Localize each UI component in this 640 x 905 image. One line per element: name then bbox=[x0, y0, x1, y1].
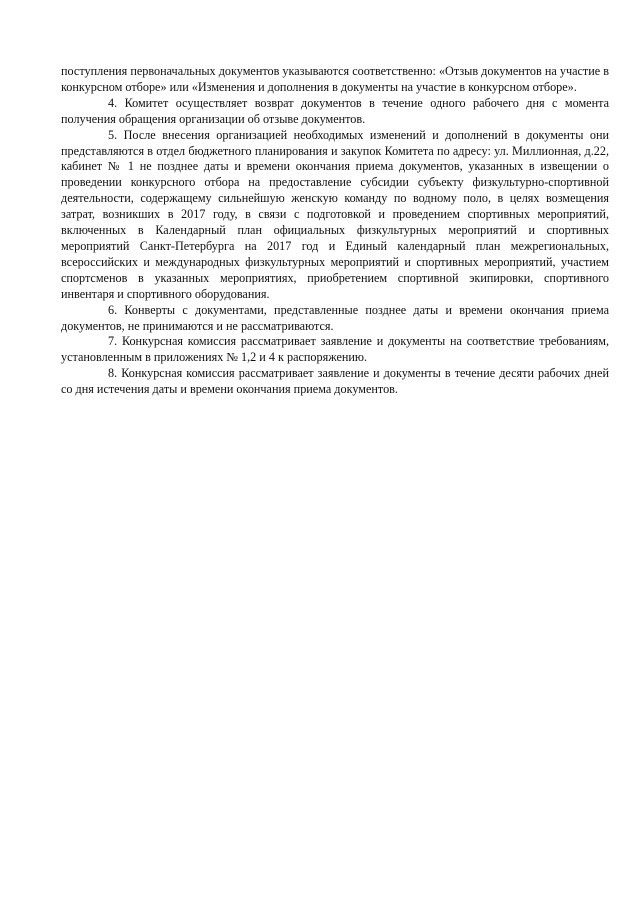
paragraph-item-8: 8. Конкурсная комиссия рассматривает заявление и документы в течение десяти рабочих дней со дня истечения даты и времени окончания приема документов. bbox=[61, 366, 609, 397]
paragraph-item-4: 4. Комитет осуществляет возврат документов в течение одного рабочего дня с момента получения обращения организации об отзыве документов. bbox=[61, 95, 609, 126]
paragraph-item-7: 7. Конкурсная комиссия рассматривает заявление и документы на соответствие требованиям, установленным в приложениях № 1,2 и 4 к распоряжению. bbox=[61, 334, 609, 365]
paragraph-item-6: 6. Конверты с документами, представленные позднее даты и времени окончания приема документов, не принимаются и не рассматриваются. bbox=[61, 302, 609, 333]
document-page bbox=[61, 64, 609, 398]
paragraph-continuation: поступления первоначальных документов указываются соответственно: «Отзыв документов на участие в конкурсном отборе» или «Изменения и дополнения в документы на участие в конкурсном отборе». bbox=[61, 64, 609, 94]
paragraph-item-5: 5. После внесения организацией необходимых изменений и дополнений в документы они представляются в отдел бюджетного планирования и закупок Комитета по адресу: ул. Миллионная, д.22, кабинет № 1 не позднее даты и времени окончания приема документов, указанных в извещении о проведении конкурсного отбора на предоставление субсидии субъекту физкультурно-спортивной деятельности, содержащему сильнейшую женскую команду по водному поло, в целях возмещения затрат, возникших в 2017 году, в связи с подготовкой и проведением спортивных мероприятий, включенных в Календарный план официальных физкультурных мероприятий и спортивных мероприятий Санкт-Петербурга на 2017 год и Единый календарный план межрегиональных, всероссийских и международных физкультурных мероприятий и спортивных мероприятий, участием спортсменов в указанных мероприятиях, приобретением спортивной экипировки, спортивного инвентаря и спортивного оборудования. bbox=[61, 127, 609, 301]
